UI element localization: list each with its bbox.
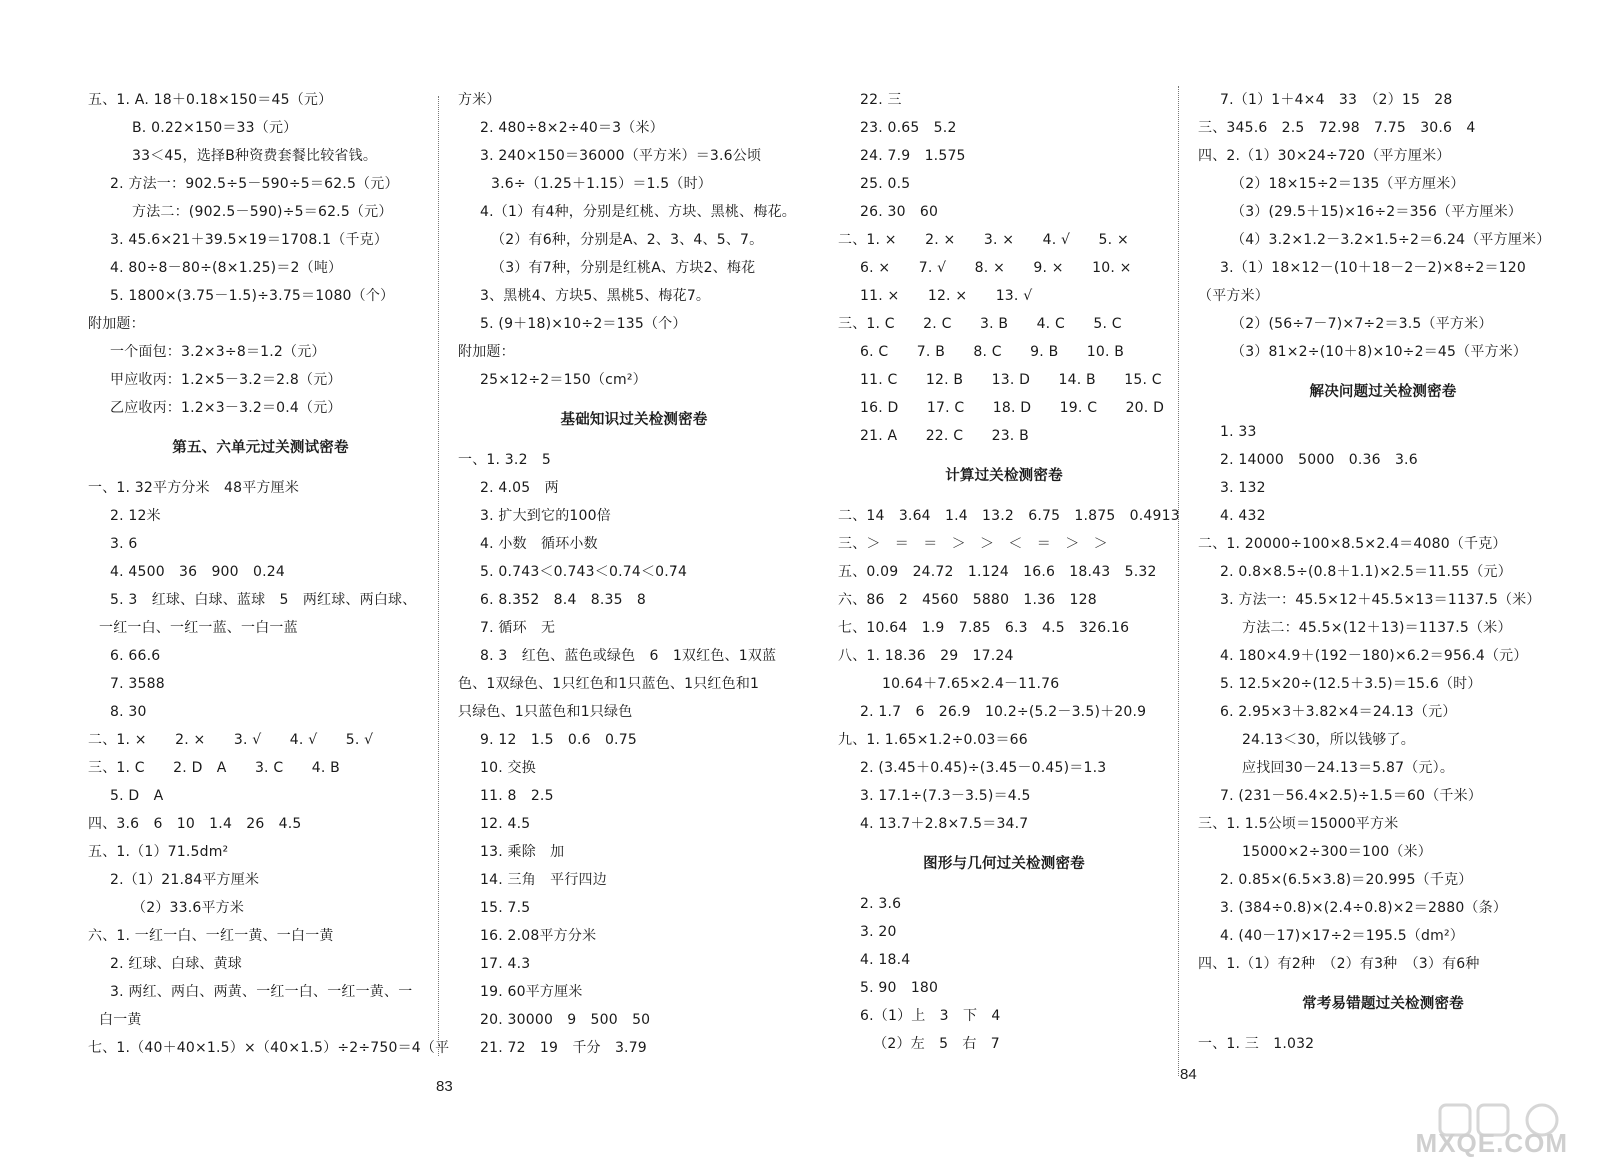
section-title: 第五、六单元过关测试密卷 <box>172 440 349 456</box>
answer-line: 3.6÷（1.25＋1.15）＝1.5（时） <box>491 176 713 192</box>
answer-line: 24.13＜30，所以钱够了。 <box>1242 732 1415 748</box>
column-divider-right <box>1178 86 1179 1076</box>
answer-line: 2. 14000 5000 0.36 3.6 <box>1220 452 1418 468</box>
answer-line: 6. × 7. √ 8. × 9. × 10. × <box>860 260 1132 276</box>
answer-line: 5. (9＋18)×10÷2＝135（个） <box>480 316 687 332</box>
answer-line: 5. 12.5×20÷(12.5＋3.5)＝15.6（时） <box>1220 676 1482 692</box>
answer-line: 一、1. 三 1.032 <box>1198 1036 1315 1052</box>
answer-line: 16. D 17. C 18. D 19. C 20. D <box>860 400 1165 416</box>
answer-line: 三、1. 1.5公顷＝15000平方米 <box>1198 816 1399 832</box>
answer-line: 九、1. 1.65×1.2÷0.03＝66 <box>838 732 1028 748</box>
answer-line: 白一黄 <box>99 1012 142 1028</box>
answer-line: 六、1. 一红一白、一红一黄、一白一黄 <box>88 928 334 944</box>
answer-line: 4. 180×4.9＋(192－180)×6.2＝956.4（元） <box>1220 648 1528 664</box>
answer-line: 11. 8 2.5 <box>480 788 554 804</box>
answer-line: 色、1双绿色、1只红色和1只蓝色、1只红色和1 <box>458 676 760 692</box>
answer-line: 2. 1.7 6 26.9 10.2÷(5.2－3.5)＋20.9 <box>860 704 1147 720</box>
answer-line: 一个面包：3.2×3÷8＝1.2（元） <box>110 344 326 360</box>
answer-line: 6.（1）上 3 下 4 <box>860 1008 1001 1024</box>
answer-line: 六、86 2 4560 5880 1.36 128 <box>838 592 1097 608</box>
answer-line: （3）有7种，分别是红桃A、方块2、梅花 <box>491 260 756 276</box>
answer-line: 25×12÷2＝150（cm²） <box>480 372 647 388</box>
answer-line: 15. 7.5 <box>480 900 531 916</box>
answer-line: 附加题： <box>88 316 145 332</box>
answer-line: 3. 扩大到它的100倍 <box>480 508 611 524</box>
answer-line: 2. (3.45＋0.45)÷(3.45－0.45)＝1.3 <box>860 760 1107 776</box>
answer-line: 四、2.（1）30×24÷720（平方厘米） <box>1198 148 1451 164</box>
answer-line: 2. 0.85×(6.5×3.8)＝20.995（千克） <box>1220 872 1473 888</box>
answer-line: （2）(56÷7－7)×7÷2＝3.5（平方米） <box>1231 316 1493 332</box>
answer-line: 3. 方法一：45.5×12＋45.5×13＝1137.5（米） <box>1220 592 1541 608</box>
answer-line: 6. 2.95×3＋3.82×4＝24.13（元） <box>1220 704 1457 720</box>
answer-line: 13. 乘除 加 <box>480 844 565 860</box>
answer-line: 四、3.6 6 10 1.4 26 4.5 <box>88 816 302 832</box>
answer-line: 3. 132 <box>1220 480 1266 496</box>
answer-line: 三、345.6 2.5 72.98 7.75 30.6 4 <box>1198 120 1476 136</box>
answer-line: 二、14 3.64 1.4 13.2 6.75 1.875 0.4913 <box>838 508 1180 524</box>
answer-line: 7. 循环 无 <box>480 620 556 636</box>
watermark-logo <box>1415 1101 1582 1161</box>
answer-line: 3. (384÷0.8)×(2.4÷0.8)×2＝2880（条） <box>1220 900 1508 916</box>
answer-line: 3. 17.1÷(7.3－3.5)＝4.5 <box>860 788 1031 804</box>
answer-line: 19. 60平方厘米 <box>480 984 583 1000</box>
answer-line: 24. 7.9 1.575 <box>860 148 966 164</box>
answer-line: 5. 3 红球、白球、蓝球 5 两红球、两白球、 <box>110 592 417 608</box>
answer-line: 4. (40－17)×17÷2＝195.5（dm²） <box>1220 928 1464 944</box>
answer-line: 3. 240×150＝36000（平方米）＝3.6公顷 <box>480 148 762 164</box>
answer-line: 附加题： <box>458 344 515 360</box>
answer-line: （3）(29.5＋15)×16÷2＝356（平方厘米） <box>1231 204 1523 220</box>
section-title: 图形与几何过关检测密卷 <box>923 856 1085 872</box>
column-divider-left <box>438 96 439 1056</box>
section-title: 计算过关检测密卷 <box>945 468 1063 484</box>
answer-line: 2. 方法一：902.5÷5－590÷5＝62.5（元） <box>110 176 399 192</box>
answer-line: 21. 72 19 千分 3.79 <box>480 1040 647 1056</box>
answer-line: 14. 三角 平行四边 <box>480 872 607 888</box>
answer-line: 3. 45.6×21＋39.5×19＝1708.1（千克） <box>110 232 389 248</box>
answer-line: 21. A 22. C 23. B <box>860 428 1029 444</box>
answer-line: （2）33.6平方米 <box>132 900 245 916</box>
answer-line: 26. 30 60 <box>860 204 939 220</box>
section-title: 解决问题过关检测密卷 <box>1309 384 1457 400</box>
answer-line: 一、1. 32平方分米 48平方厘米 <box>88 480 300 496</box>
answer-line: 3. 20 <box>860 924 897 940</box>
answer-line: 8. 3 红色、蓝色或绿色 6 1双红色、1双蓝 <box>480 648 777 664</box>
answer-line: 5. 0.743＜0.74̇3̇＜0.74̇＜0.7̇4̇ <box>480 564 688 580</box>
answer-line: （4）3.2×1.2－3.2×1.5÷2＝6.24（平方厘米） <box>1231 232 1551 248</box>
answer-line: 2. 0.8×8.5÷(0.8＋1.1)×2.5＝11.55（元） <box>1220 564 1512 580</box>
answer-line: 4. 13.7＋2.8×7.5＝34.7 <box>860 816 1029 832</box>
answer-line: 三、＞ ＝ ＝ ＞ ＞ ＜ ＝ ＞ ＞ <box>838 536 1108 552</box>
answer-line: 三、1. C 2. C 3. B 4. C 5. C <box>838 316 1122 332</box>
answer-line: 6. 8.35̇2̇ 8.4 8.35 8 <box>480 592 647 608</box>
answer-line: B. 0.22×150＝33（元） <box>132 120 298 136</box>
answer-line: 17. 4.3 <box>480 956 531 972</box>
answer-line: 4. 4500 36 900 0.24 <box>110 564 285 580</box>
answer-line: （平方米） <box>1198 288 1269 304</box>
answer-line: （2）18×15÷2＝135（平方厘米） <box>1231 176 1465 192</box>
answer-line: 5. 90 180 <box>860 980 939 996</box>
answer-line: 2. 4.05 两 <box>480 480 559 496</box>
answer-line: 四、1.（1）有2种 （2）有3种 （3）有6种 <box>1198 956 1480 972</box>
answer-line: 方米） <box>458 92 501 108</box>
answer-line: 五、1. A. 18＋0.18×150＝45（元） <box>88 92 333 108</box>
answer-line: 只绿色、1只蓝色和1只绿色 <box>458 704 633 720</box>
answer-line: 2. 12米 <box>110 508 161 524</box>
answer-line: 5. D A <box>110 788 164 804</box>
page-number-right: 84 <box>1180 1066 1197 1083</box>
answer-line: 七、1.（40＋40×1.5）×（40×1.5）÷2÷750＝4（平 <box>88 1040 450 1056</box>
answer-line: 二、1. × 2. × 3. √ 4. √ 5. √ <box>88 732 374 748</box>
answer-column-2 <box>458 86 810 1062</box>
answer-line: 2.（1）21.84平方厘米 <box>110 872 260 888</box>
answer-line: 2. 红球、白球、黄球 <box>110 956 243 972</box>
answer-line: 6. 66.6 <box>110 648 161 664</box>
answer-line: 方法二：(902.5－590)÷5＝62.5（元） <box>132 204 393 220</box>
answer-line: 二、1. × 2. × 3. × 4. √ 5. × <box>838 232 1129 248</box>
answer-line: 4. 18.4 <box>860 952 911 968</box>
answer-line: 8. 30 <box>110 704 147 720</box>
answer-line: 三、1. C 2. D A 3. C 4. B <box>88 760 340 776</box>
answer-line: 7.（1）1＋4×4 33 （2）15 28 <box>1220 92 1453 108</box>
page-number-left: 83 <box>436 1078 453 1095</box>
answer-line: 3.（1）18×12－(10＋18－2－2)×8÷2＝120 <box>1220 260 1526 276</box>
answer-column-4 <box>1198 86 1568 1058</box>
answer-line: 一红一白、一红一蓝、一白一蓝 <box>99 620 298 636</box>
answer-line: 22. 三 <box>860 92 902 108</box>
answer-line: 15000×2÷300＝100（米） <box>1242 844 1432 860</box>
answer-line: （2）左 5 右 7 <box>873 1036 1000 1052</box>
answer-line: （3）81×2÷(10＋8)×10÷2＝45（平方米） <box>1231 344 1528 360</box>
answer-line: 20. 30000 9 500 50 <box>480 1012 651 1028</box>
answer-line: 9. 12 1.5 0.6 0.75 <box>480 732 637 748</box>
section-title: 基础知识过关检测密卷 <box>560 412 708 428</box>
answer-line: 10. 交换 <box>480 760 536 776</box>
answer-line: 八、1. 18.36 29 17.24 <box>838 648 1014 664</box>
answer-column-1 <box>88 86 450 1062</box>
answer-line: 11. C 12. B 13. D 14. B 15. C <box>860 372 1162 388</box>
watermark-text: MXQE.COM <box>1415 1128 1568 1158</box>
answer-line: 一、1. 3.2 5 <box>458 452 551 468</box>
answer-line: 乙应收丙：1.2×3－3.2＝0.4（元） <box>110 400 342 416</box>
answer-line: 1. 33 <box>1220 424 1257 440</box>
answer-line: 16. 2.08平方分米 <box>480 928 597 944</box>
answer-column-3 <box>838 86 1180 1058</box>
answer-line: 7. (231－56.4×2.5)÷1.5＝60（千米） <box>1220 788 1483 804</box>
answer-line: 33＜45，选择B种资费套餐比较省钱。 <box>132 148 378 164</box>
answer-line: 2. 480÷8×2÷40＝3（米） <box>480 120 664 136</box>
answer-line: 11. × 12. × 13. √ <box>860 288 1033 304</box>
answer-line: 3. 6 <box>110 536 138 552</box>
answer-line: 6. C 7. B 8. C 9. B 10. B <box>860 344 1125 360</box>
answer-line: 23. 0.65 5.2 <box>860 120 957 136</box>
answer-line: 甲应收丙：1.2×5－3.2＝2.8（元） <box>110 372 342 388</box>
answer-line: 七、10.64 1.9 7.85 6.3 4.5 326.16 <box>838 620 1130 636</box>
answer-line: 二、1. 20000÷100×8.5×2.4＝4080（千克） <box>1198 536 1507 552</box>
answer-line: 4. 432 <box>1220 508 1266 524</box>
answer-line: 五、0.09 24.72 1.12̇4̇ 16.6 18.43 5.32 <box>838 564 1157 580</box>
answer-line: （2）有6种，分别是A、2、3、4、5、7。 <box>491 232 764 248</box>
answer-line: 10.64＋7.65×2.4－11.76 <box>882 676 1060 692</box>
answer-line: 应找回30－24.13＝5.87（元）。 <box>1242 760 1455 776</box>
answer-line: 7. 3588 <box>110 676 165 692</box>
answer-line: 3. 两红、两白、两黄、一红一白、一红一黄、一 <box>110 984 413 1000</box>
answer-line: 五、1.（1）71.5dm² <box>88 844 229 860</box>
answer-line: 3、黑桃4、方块5、黑桃5、梅花7。 <box>480 288 711 304</box>
answer-line: 2. 3.6 <box>860 896 902 912</box>
answer-line: 5. 1800×(3.75－1.5)÷3.75＝1080（个） <box>110 288 395 304</box>
answer-line: 4. 80÷8－80÷(8×1.25)＝2（吨） <box>110 260 343 276</box>
section-title: 常考易错题过关检测密卷 <box>1302 996 1464 1012</box>
answer-line: 4. 小数 循环小数 <box>480 536 598 552</box>
answer-line: 25. 0.5 <box>860 176 911 192</box>
answer-line: 12. 4.5 <box>480 816 531 832</box>
answer-line: 4.（1）有4种，分别是红桃、方块、黑桃、梅花。 <box>480 204 796 220</box>
answer-line: 方法二：45.5×(12＋13)＝1137.5（米） <box>1242 620 1512 636</box>
